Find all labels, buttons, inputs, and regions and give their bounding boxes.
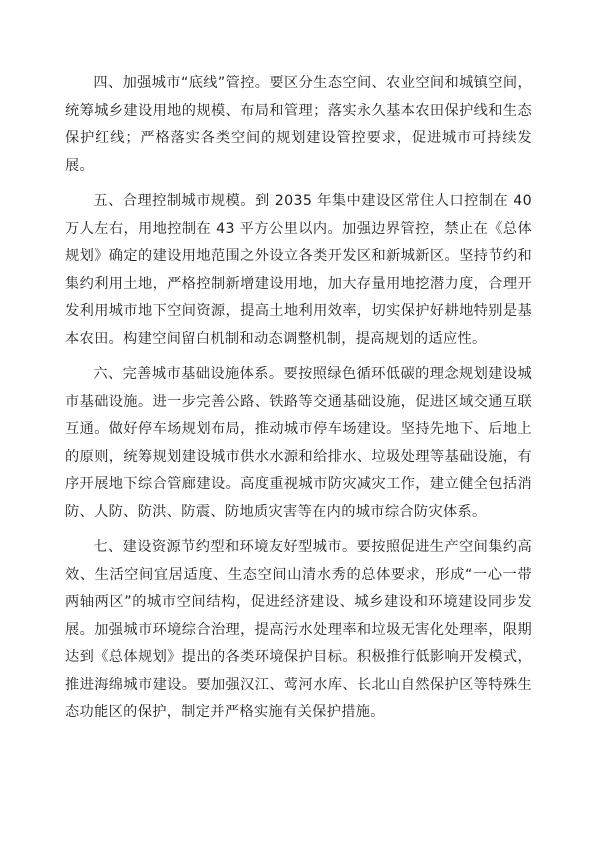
document-body [65,70,532,735]
paragraph-four: 四、加强城市“底线”管控。要区分生态空间、农业空间和城镇空间，统筹城乡建设用地的规模、布局和管理；落实永久基本农田保护线和生态保护红线；严格落实各类空间的规划建设管控要求，促进城市可持续发展。 [65,75,532,174]
paragraph-seven: 七、建设资源节约型和环境友好型城市。要按照促进生产空间集约高效、生活空间宜居适度、生态空间山清水秀的总体要求，形成“一心一带两轴两区”的城市空间结构，促进经济建设、城乡建设和环境建设同步发展。加强城市环境综合治理，提高污水处理率和垃圾无害化处理率，限期达到《总体规划》提出的各类环境保护目标。积极推行低影响开发模式，推进海绵城市建设。要加强汉江、莺河水库、长北山自然保护区等特殊生态功能区的保护，制定并严格实施有关保护措施。 [65,539,532,720]
paragraph-five: 五、合理控制城市规模。到 2035 年集中建设区常住人口控制在 40 万人左右，用地控制在 43 平方公里以内。加强边界管控，禁止在《总体规划》确定的建设用地范围之外设立各类开发区和新城新区。坚持节约和集约利用土地，严格控制新增建设用地，加大存量用地挖潜力度，合理开发利用城市地下空间资源，提高土地利用效率，切实保护好耕地特别是基本农田。构建空间留白机制和动态调整机制，提高规划的适应性。 [65,193,532,347]
paragraph-six: 六、完善城市基础设施体系。要按照绿色循环低碳的理念规划建设城市基础设施。进一步完善公路、铁路等交通基础设施，促进区域交通互联互通。做好停车场规划布局，推动城市停车场建设。坚持先地下、后地上的原则，统筹规划建设城市供水水源和给排水、垃圾处理等基础设施，有序开展地下综合管廊建设。高度重视城市防灾减灾工作，建立健全包括消防、人防、防洪、防震、防地质灾害等在内的城市综合防灾体系。 [65,366,532,520]
